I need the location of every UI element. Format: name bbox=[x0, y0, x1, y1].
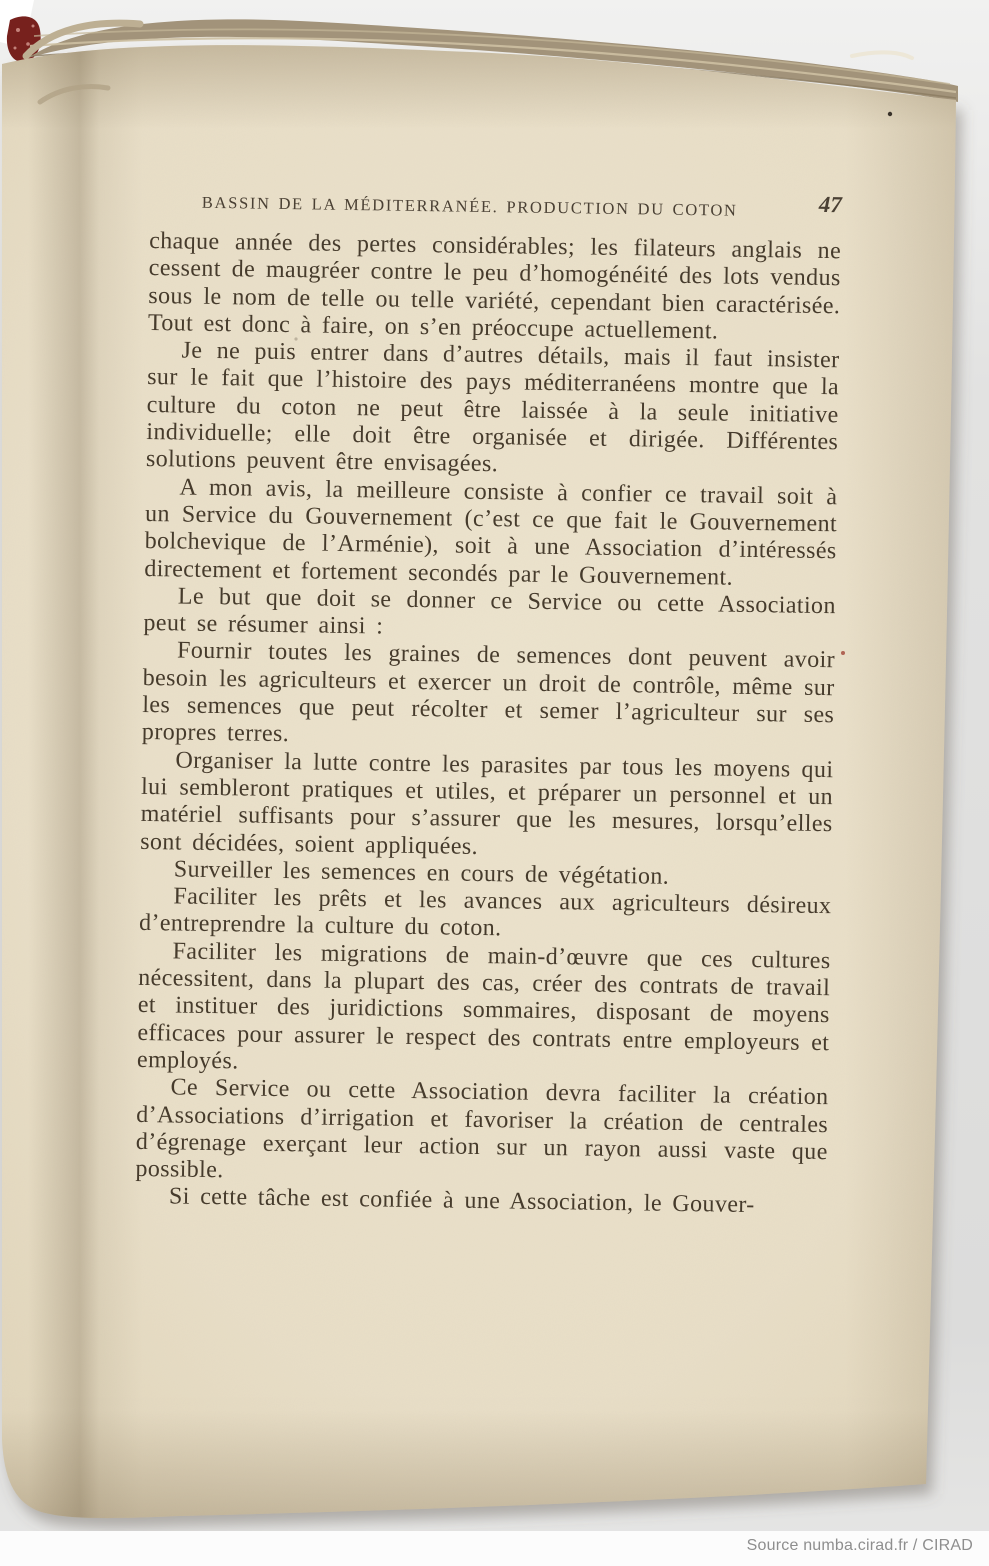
source-attribution: Source numba.cirad.fr / CIRAD bbox=[746, 1537, 973, 1554]
red-speck bbox=[841, 651, 845, 655]
page-content bbox=[135, 186, 842, 1221]
paragraph: Surveiller les semences en cours de végétation. bbox=[173, 856, 670, 890]
paragraph: chaque année des pertes considérables; les filateurs anglais ne cessent de maugréer contre le peu d’homogénéité des lots vendus sous le nom de telle ou telle variété, cependant bien caractérisée. Tout est donc à faire, on s’en préoccupe actuellement. bbox=[147, 227, 842, 345]
running-header-title: BASSIN DE LA MÉDITERRANÉE. PRODUCTION DU COTON bbox=[201, 192, 738, 220]
page-number: 47 bbox=[818, 191, 842, 218]
paragraph: A mon avis, la meilleure consiste à confier ce travail soit à un Service du Gouvernement (c’est ce que fait le Gouvernement bolchevique de l’Arménie), soit à une Association d’intéressés directement et fortement secondés par le Gouvernement. bbox=[144, 474, 838, 591]
paragraph: Faciliter les migrations de main-d’œuvre que ces cultures nécessitent, dans la plupart des cas, créer des contrats de travail et instituer des juridictions sommaires, disposant de moyens efficaces pour assurer le respect des contrats entre employeurs et employés. bbox=[136, 938, 831, 1075]
paragraph: Je ne puis entrer dans d’autres détails, mais il faut insister sur le fait que l’histoire des pays méditerranéens montre que la culture du coton ne peut être laissée à la seule initiative individuelle; elle doit être organisée et dirigée. Différentes solutions peuvent être envisagées. bbox=[145, 337, 840, 478]
paragraph: Organiser la lutte contre les parasites par tous les moyens qui lui sembleront pratiques et utiles, et préparer un personnel et un matériel suffisants pour s’assurer que les mesures, lorsqu’elles sont décidées, soient appliquées. bbox=[140, 747, 834, 860]
paragraph: Ce Service ou cette Association devra faciliter la création d’Associations d’irrigation et favoriser la création de centrales d’égrenage exerçant leur action sur un rayon aussi vaste que possible. bbox=[135, 1074, 829, 1184]
paragraph: Le but que doit se donner ce Service ou cette Association peut se résumer ainsi : bbox=[143, 583, 837, 640]
ink-speck bbox=[888, 112, 892, 116]
paragraph: Faciliter les prêts et les avances aux agriculteurs désireux d’entreprendre la culture du coton. bbox=[138, 883, 832, 942]
paragraph: Fournir toutes les graines de semences dont peuvent avoir besoin les agriculteurs et exercer un droit de contrôle, même sur les semences que peut récolter et semer l’agriculteur sur ses propres terres. bbox=[141, 637, 836, 748]
paragraph: Si cette tâche est confiée à une Association, le Gouver- bbox=[168, 1183, 755, 1219]
